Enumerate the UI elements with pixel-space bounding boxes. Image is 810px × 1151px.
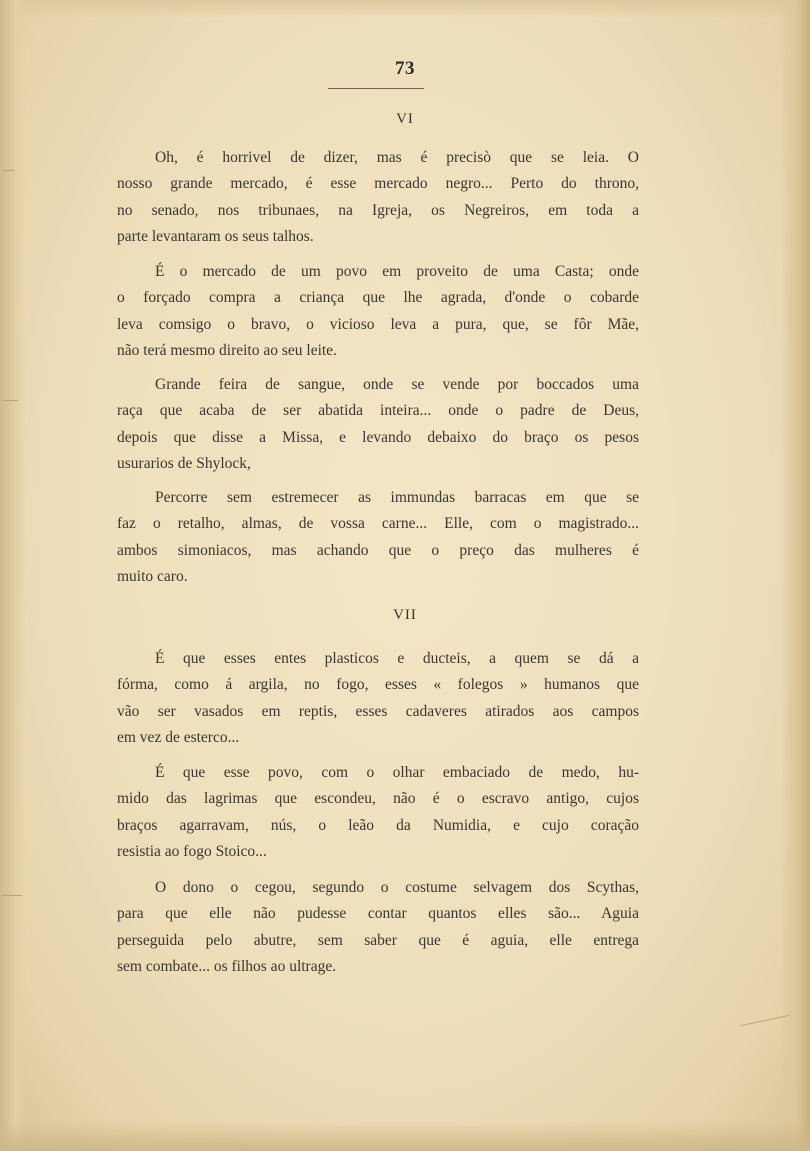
text-line: resistia ao fogo Stoico... bbox=[117, 842, 267, 860]
text-line: leva comsigo o bravo, o vicioso leva a pura, que, se fôr Mãe, bbox=[117, 315, 639, 333]
paragraph bbox=[117, 646, 639, 751]
paragraph bbox=[117, 259, 639, 364]
paragraph bbox=[117, 145, 639, 250]
text-line: braços agarravam, nús, o leão da Numidia, e cujo coração bbox=[117, 816, 639, 834]
text-line: mido das lagrimas que escondeu, não é o escravo antigo, cujos bbox=[117, 790, 639, 808]
text-line: raça que acaba de ser abatida inteira... onde o padre de Deus, bbox=[117, 402, 639, 420]
section-heading-vii: VII bbox=[393, 607, 417, 623]
text-line: É o mercado de um povo em proveito de uma Casta; onde bbox=[155, 263, 639, 280]
text-line: Percorre sem estremecer as immundas barracas em que se bbox=[155, 489, 639, 506]
paper-edge-top bbox=[0, 0, 810, 18]
text-line: Grande feira de sangue, onde se vende por boccados uma bbox=[155, 376, 639, 393]
text-line: O dono o cegou, segundo o costume selvagem dos Scythas, bbox=[155, 879, 639, 896]
paragraph bbox=[117, 875, 639, 980]
text-line: perseguida pelo abutre, sem saber que é aguia, elle entrega bbox=[117, 931, 639, 949]
text-line: fórma, como á argila, no fogo, esses « folegos » humanos que bbox=[117, 676, 639, 694]
text-line: depois que disse a Missa, e levando debaixo do braço os pesos bbox=[117, 428, 639, 446]
text-line: no senado, nos tribunaes, na Igreja, os Negreiros, em toda a bbox=[117, 201, 639, 219]
text-line: É que esse povo, com o olhar embaciado de medo, hu- bbox=[155, 764, 639, 781]
text-line: o forçado compra a criança que lhe agrada, d'onde o cobarde bbox=[117, 289, 639, 307]
page-number: 73 bbox=[395, 58, 415, 79]
text-line: muito caro. bbox=[117, 567, 188, 585]
paper-edge-right bbox=[780, 0, 810, 1151]
text-line: parte levantaram os seus talhos. bbox=[117, 227, 314, 245]
text-line: para que elle não pudesse contar quantos elles são... Aguia bbox=[117, 905, 639, 923]
header-rule bbox=[328, 88, 424, 89]
section-heading-vi: VI bbox=[396, 111, 414, 127]
paper-edge-bottom bbox=[0, 1121, 810, 1151]
text-line: faz o retalho, almas, de vossa carne... Elle, com o magistrado... bbox=[117, 515, 639, 533]
text-line: usurarios de Shylock, bbox=[117, 454, 251, 472]
paper-crease-mark bbox=[2, 895, 22, 896]
paper-crease-mark bbox=[2, 400, 18, 401]
paper-crease-mark bbox=[2, 170, 14, 171]
text-line: ambos simoniacos, mas achando que o preço das mulheres é bbox=[117, 541, 639, 559]
paper-edge-left bbox=[0, 0, 26, 1151]
paragraph bbox=[117, 372, 639, 477]
text-line: não terá mesmo direito ao seu leite. bbox=[117, 341, 337, 359]
text-line: Oh, é horrivel de dizer, mas é precisò que se leia. O bbox=[155, 149, 639, 166]
text-line: sem combate... os filhos ao ultrage. bbox=[117, 957, 337, 975]
text-line: nosso grande mercado, é esse mercado negro... Perto do throno, bbox=[117, 175, 639, 193]
paragraph bbox=[117, 760, 639, 865]
text-line: É que esses entes plasticos e ducteis, a quem se dá a bbox=[155, 650, 639, 667]
paragraph bbox=[117, 485, 639, 590]
text-line: vão ser vasados em reptis, esses cadaveres atirados aos campos bbox=[117, 702, 639, 720]
text-line: em vez de esterco... bbox=[117, 728, 240, 746]
